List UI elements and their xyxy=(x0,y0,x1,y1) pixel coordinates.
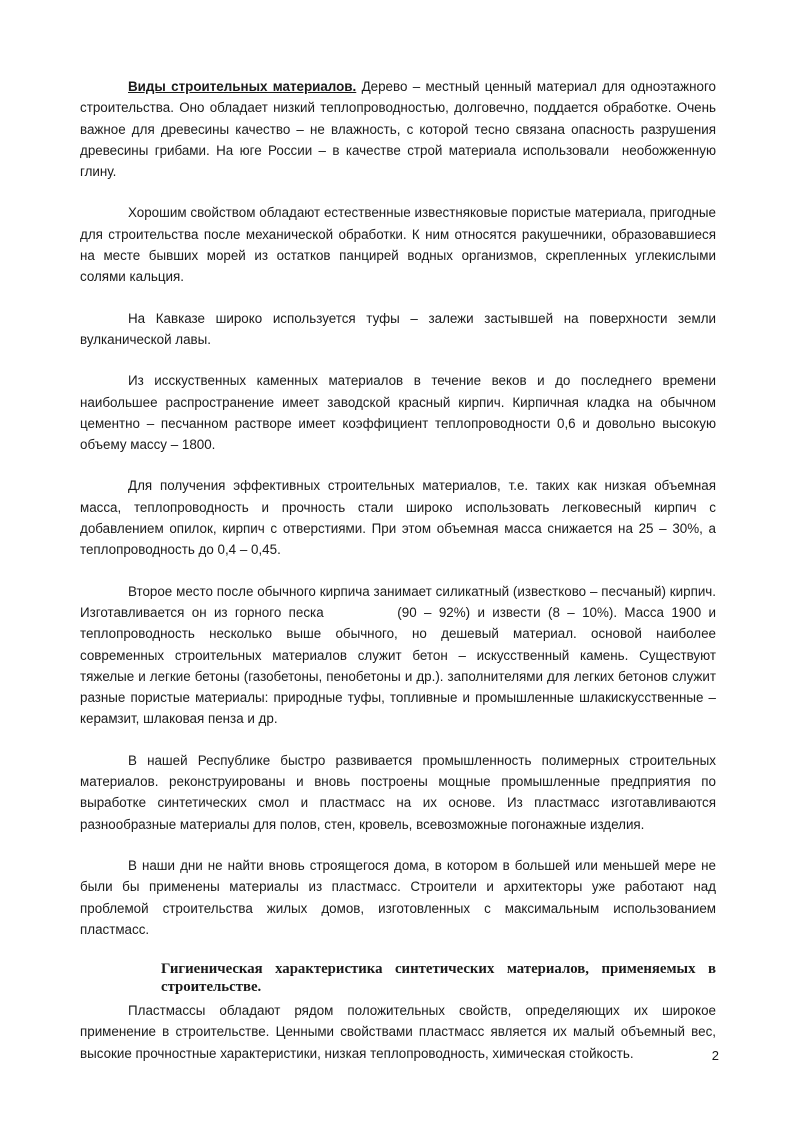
paragraph-lightweight-brick: Для получения эффективных строительных материалов, т.е. таких как низкая объемная масса, теплопроводность и прочность стали широко использовать легковесный кирпич с добавлением опилок, кирпич с отверстиями. При этом объемная масса снижается на 25 – 30%, а теплопроводность до 0,4 – 0,45. xyxy=(80,478,716,558)
paragraph-polymer-industry: В нашей Республике быстро развивается промышленность полимерных строительных материалов. реконструированы и вновь построены мощные промышленные предприятия по выработке синтетических смол и пластмасс на их основе. Из пластмасс изготавливаются разнообразные материалы для полов, стен, кровель, всевозможные погонажные изделия. xyxy=(80,752,716,832)
paragraph-red-brick: Из исскуственных каменных материалов в течение веков и до последнего времени наибольшее распространение имеет заводской красный кирпич. Кирпичная кладка на обычном цементно – песчанном растворе имеет коэффициент теплопроводности 0,6 и довольно высокую объему массу – 1800. xyxy=(80,373,716,453)
lead-title: Виды строительных материалов. xyxy=(128,79,357,94)
paragraph-building-materials xyxy=(80,76,720,182)
paragraph-1-text: Дерево – местный ценный материал для одноэтажного строительства. Оно обладает низкий теплопроводностью, долговечно, поддается обработке. Очень важное для древесины качество – не влажность, с которой тесно связана опасность разрушения древесины грибами. На юге России – в качестве строй материала использовали необожженную глину. xyxy=(80,79,720,180)
paragraph-silicate-brick: Второе место после обычного кирпича занимает силикатный (известково – песчаный) кирпич. Изготавливается он из горного песка (90 – 92%) и извести (8 – 10%). Масса 1900 и теплопроводность несколько выше обычного, но дешевый материал. основой наиболее современных строительных материалов служит бетон – искусственный камень. Существуют тяжелые и легкие бетоны (газобетоны, пенобетоны и др.). заполнителями для легких бетонов служит разные пористые материалы: природные туфы, топливные и промышленные шлакискусственные – керамзит, шлаковая пенза и др. xyxy=(80,583,720,727)
paragraph-plastics-properties: Пластмассы обладают рядом положительных свойств, определяющих их широкое применение в строительстве. Ценными свойствами пластмасс является их малый объемный вес, высокие прочностные характеристики, низкая теплопроводность, химическая стойкость. xyxy=(80,1003,716,1061)
paragraph-tuff: На Кавказе широко используется туфы – залежи застывшей на поверхности земли вулканической лавы. xyxy=(80,310,716,347)
page-number: 2 xyxy=(711,1048,719,1063)
section-heading: Гигиеническая характеристика синтетических материалов, применяемых в строительстве. xyxy=(161,961,716,996)
paragraph-plastics-houses: В наши дни не найти вновь строящегося дома, в котором в большей или меньшей мере не были бы применены материалы из пластмасс. Строители и архитекторы уже работают над проблемой строительства жилых домов, изготовленных с максимальным использованием пластмасс. xyxy=(80,857,716,937)
paragraph-limestone: Хорошим свойством обладают естественные известняковые пористые материала, пригодные для строительства после механической обработки. К ним относятся ракушечники, образовавшиеся на месте бывших морей из остатков панцирей водных организмов, скрепленных углекислыми солями кальция. xyxy=(80,205,716,285)
